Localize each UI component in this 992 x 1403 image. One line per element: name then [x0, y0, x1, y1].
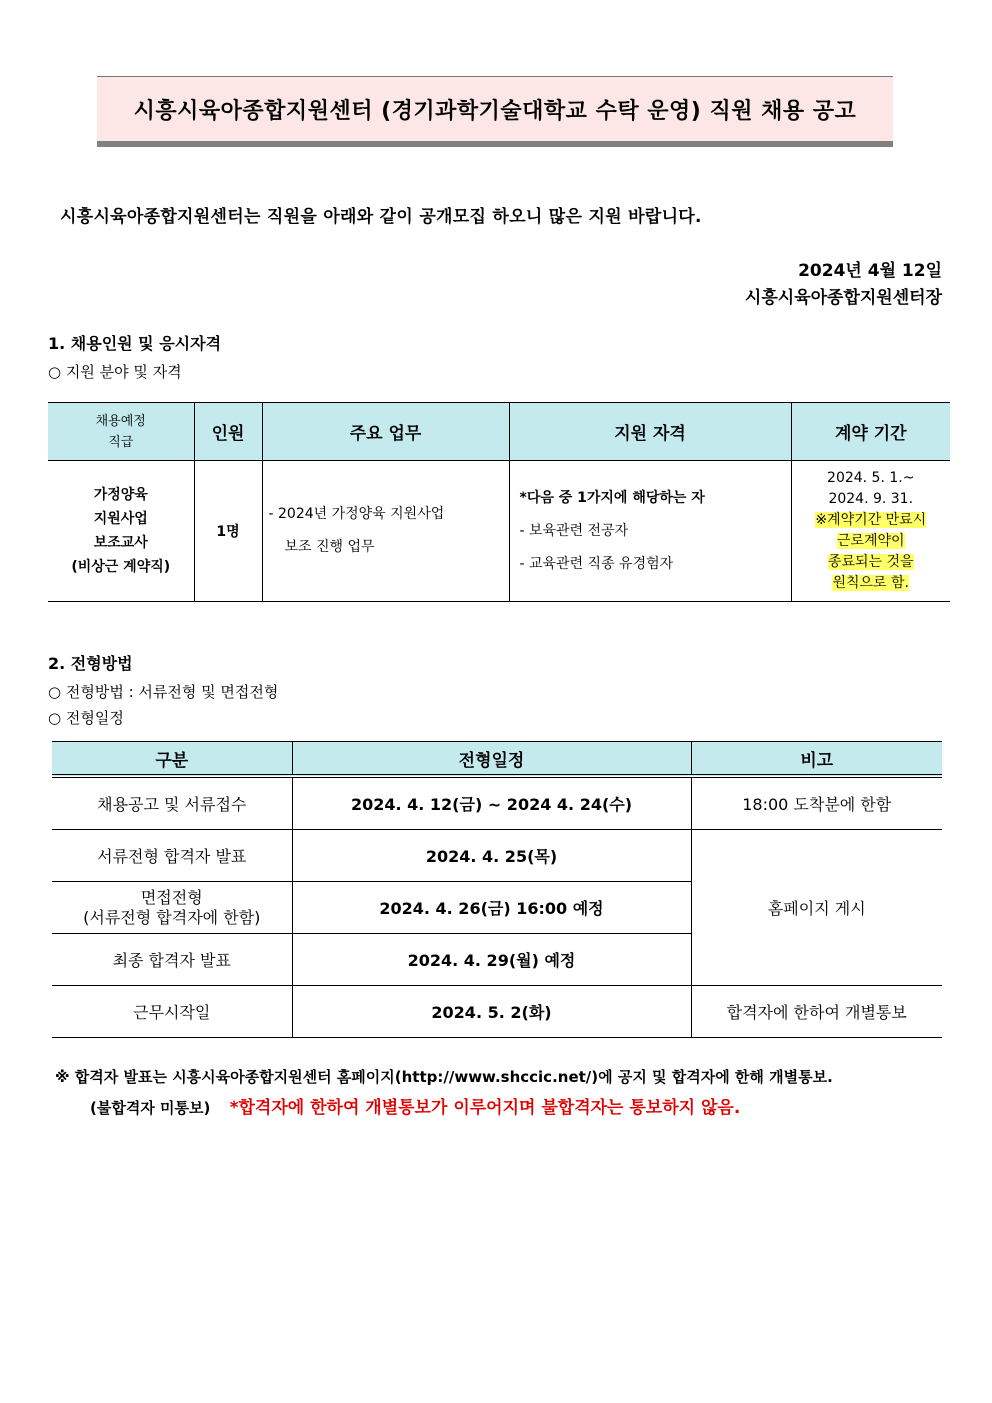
period-note: 근로계약이 [836, 533, 905, 549]
qual-line: - 보육관련 전공자 [519, 522, 629, 539]
schedule-cell: 2024. 5. 2(화) [292, 986, 691, 1038]
period-note: 종료되는 것을 [827, 554, 914, 570]
position-cell [48, 461, 194, 602]
category-cell: 근무시작일 [52, 986, 292, 1038]
header-count: 인원 [194, 403, 262, 461]
qual-line: - 교육관련 직종 유경험자 [519, 555, 674, 572]
remark-cell: 18:00 도착분에 한함 [691, 776, 942, 830]
table-header-row [48, 403, 950, 461]
section2-bullet-schedule: ○ 전형일정 [48, 709, 124, 727]
period-note: 원칙으로 함. [832, 575, 910, 591]
remark-cell: 합격자에 한하여 개별통보 [691, 986, 942, 1038]
schedule-cell: 2024. 4. 26(금) 16:00 예정 [292, 882, 691, 934]
period-note: ※계약기간 만료시 [815, 512, 927, 528]
header-schedule: 전형일정 [292, 742, 691, 777]
duty-line: 보조 진행 업무 [284, 539, 375, 555]
issuer: 시흥시육아종합지원센터장 [744, 288, 942, 308]
notice-line2 [90, 1093, 740, 1118]
notice-line1: ※ 합격자 발표는 시흥시육아종합지원센터 홈페이지(http://www.shccic.net/)에 공지 및 합격자에 한해 개별통보. [55, 1068, 833, 1086]
category-cell: 최종 합격자 발표 [52, 934, 292, 986]
announcement-date: 2024년 4월 12일 [798, 261, 942, 281]
section2-heading: 2. 전형방법 [48, 654, 133, 673]
remark-cell: 홈페이지 게시 [691, 830, 942, 986]
table-row [52, 986, 942, 1038]
position-line: 가정양육 [93, 487, 148, 503]
duty-cell [262, 461, 509, 602]
category-line: (서류전형 합격자에 한함) [83, 907, 261, 927]
header-remark: 비고 [691, 742, 942, 777]
category-cell: 채용공고 및 서류접수 [52, 776, 292, 830]
category-cell [52, 882, 292, 934]
table-row [52, 776, 942, 830]
category-cell: 서류전형 합격자 발표 [52, 830, 292, 882]
period-cell [791, 461, 950, 602]
header-position-line1: 채용예정 [95, 413, 146, 429]
recruitment-table [48, 402, 950, 602]
position-line: 지원사업 [93, 511, 148, 527]
schedule-cell: 2024. 4. 12(금) ~ 2024 4. 24(수) [292, 776, 691, 830]
schedule-cell: 2024. 4. 25(목) [292, 830, 691, 882]
qual-line: *다음 중 1가지에 해당하는 자 [519, 489, 705, 506]
period-line: 2024. 5. 1.~ [827, 470, 915, 486]
header-category: 구분 [52, 742, 292, 777]
header-period: 계약 기간 [791, 403, 950, 461]
table-row [48, 461, 950, 602]
position-line: (비상근 계약직) [71, 559, 171, 575]
qualification-cell [509, 461, 791, 602]
count-cell: 1명 [194, 461, 262, 602]
position-line: 보조교사 [93, 535, 148, 551]
header-position [48, 403, 194, 461]
page-title [97, 76, 893, 147]
duty-line: - 2024년 가정양육 지원사업 [268, 506, 445, 522]
section2-bullet-method: ○ 전형방법 : 서류전형 및 면접전형 [48, 683, 279, 701]
notice-prefix: (불합격자 미통보) [90, 1099, 211, 1117]
intro-text: 시흥시육아종합지원센터는 직원을 아래와 같이 공개모집 하오니 많은 지원 바랍니다. [60, 207, 702, 227]
schedule-table [52, 741, 942, 1038]
header-qualification: 지원 자격 [509, 403, 791, 461]
table-row [52, 830, 942, 882]
page-title-text: 시흥시육아종합지원센터 (경기과학기술대학교 수탁 운영) 직원 채용 공고 [133, 98, 857, 124]
section1-heading: 1. 채용인원 및 응시자격 [48, 334, 222, 353]
header-duty: 주요 업무 [262, 403, 509, 461]
schedule-cell: 2024. 4. 29(월) 예정 [292, 934, 691, 986]
table-header-row [52, 742, 942, 777]
header-position-line2: 직급 [108, 434, 134, 450]
section1-bullet: ○ 지원 분야 및 자격 [48, 363, 182, 381]
category-line: 면접전형 [140, 887, 203, 907]
period-line: 2024. 9. 31. [828, 491, 914, 507]
notice-red-text: *합격자에 한하여 개별통보가 이루어지며 불합격자는 통보하지 않음. [229, 1098, 741, 1118]
